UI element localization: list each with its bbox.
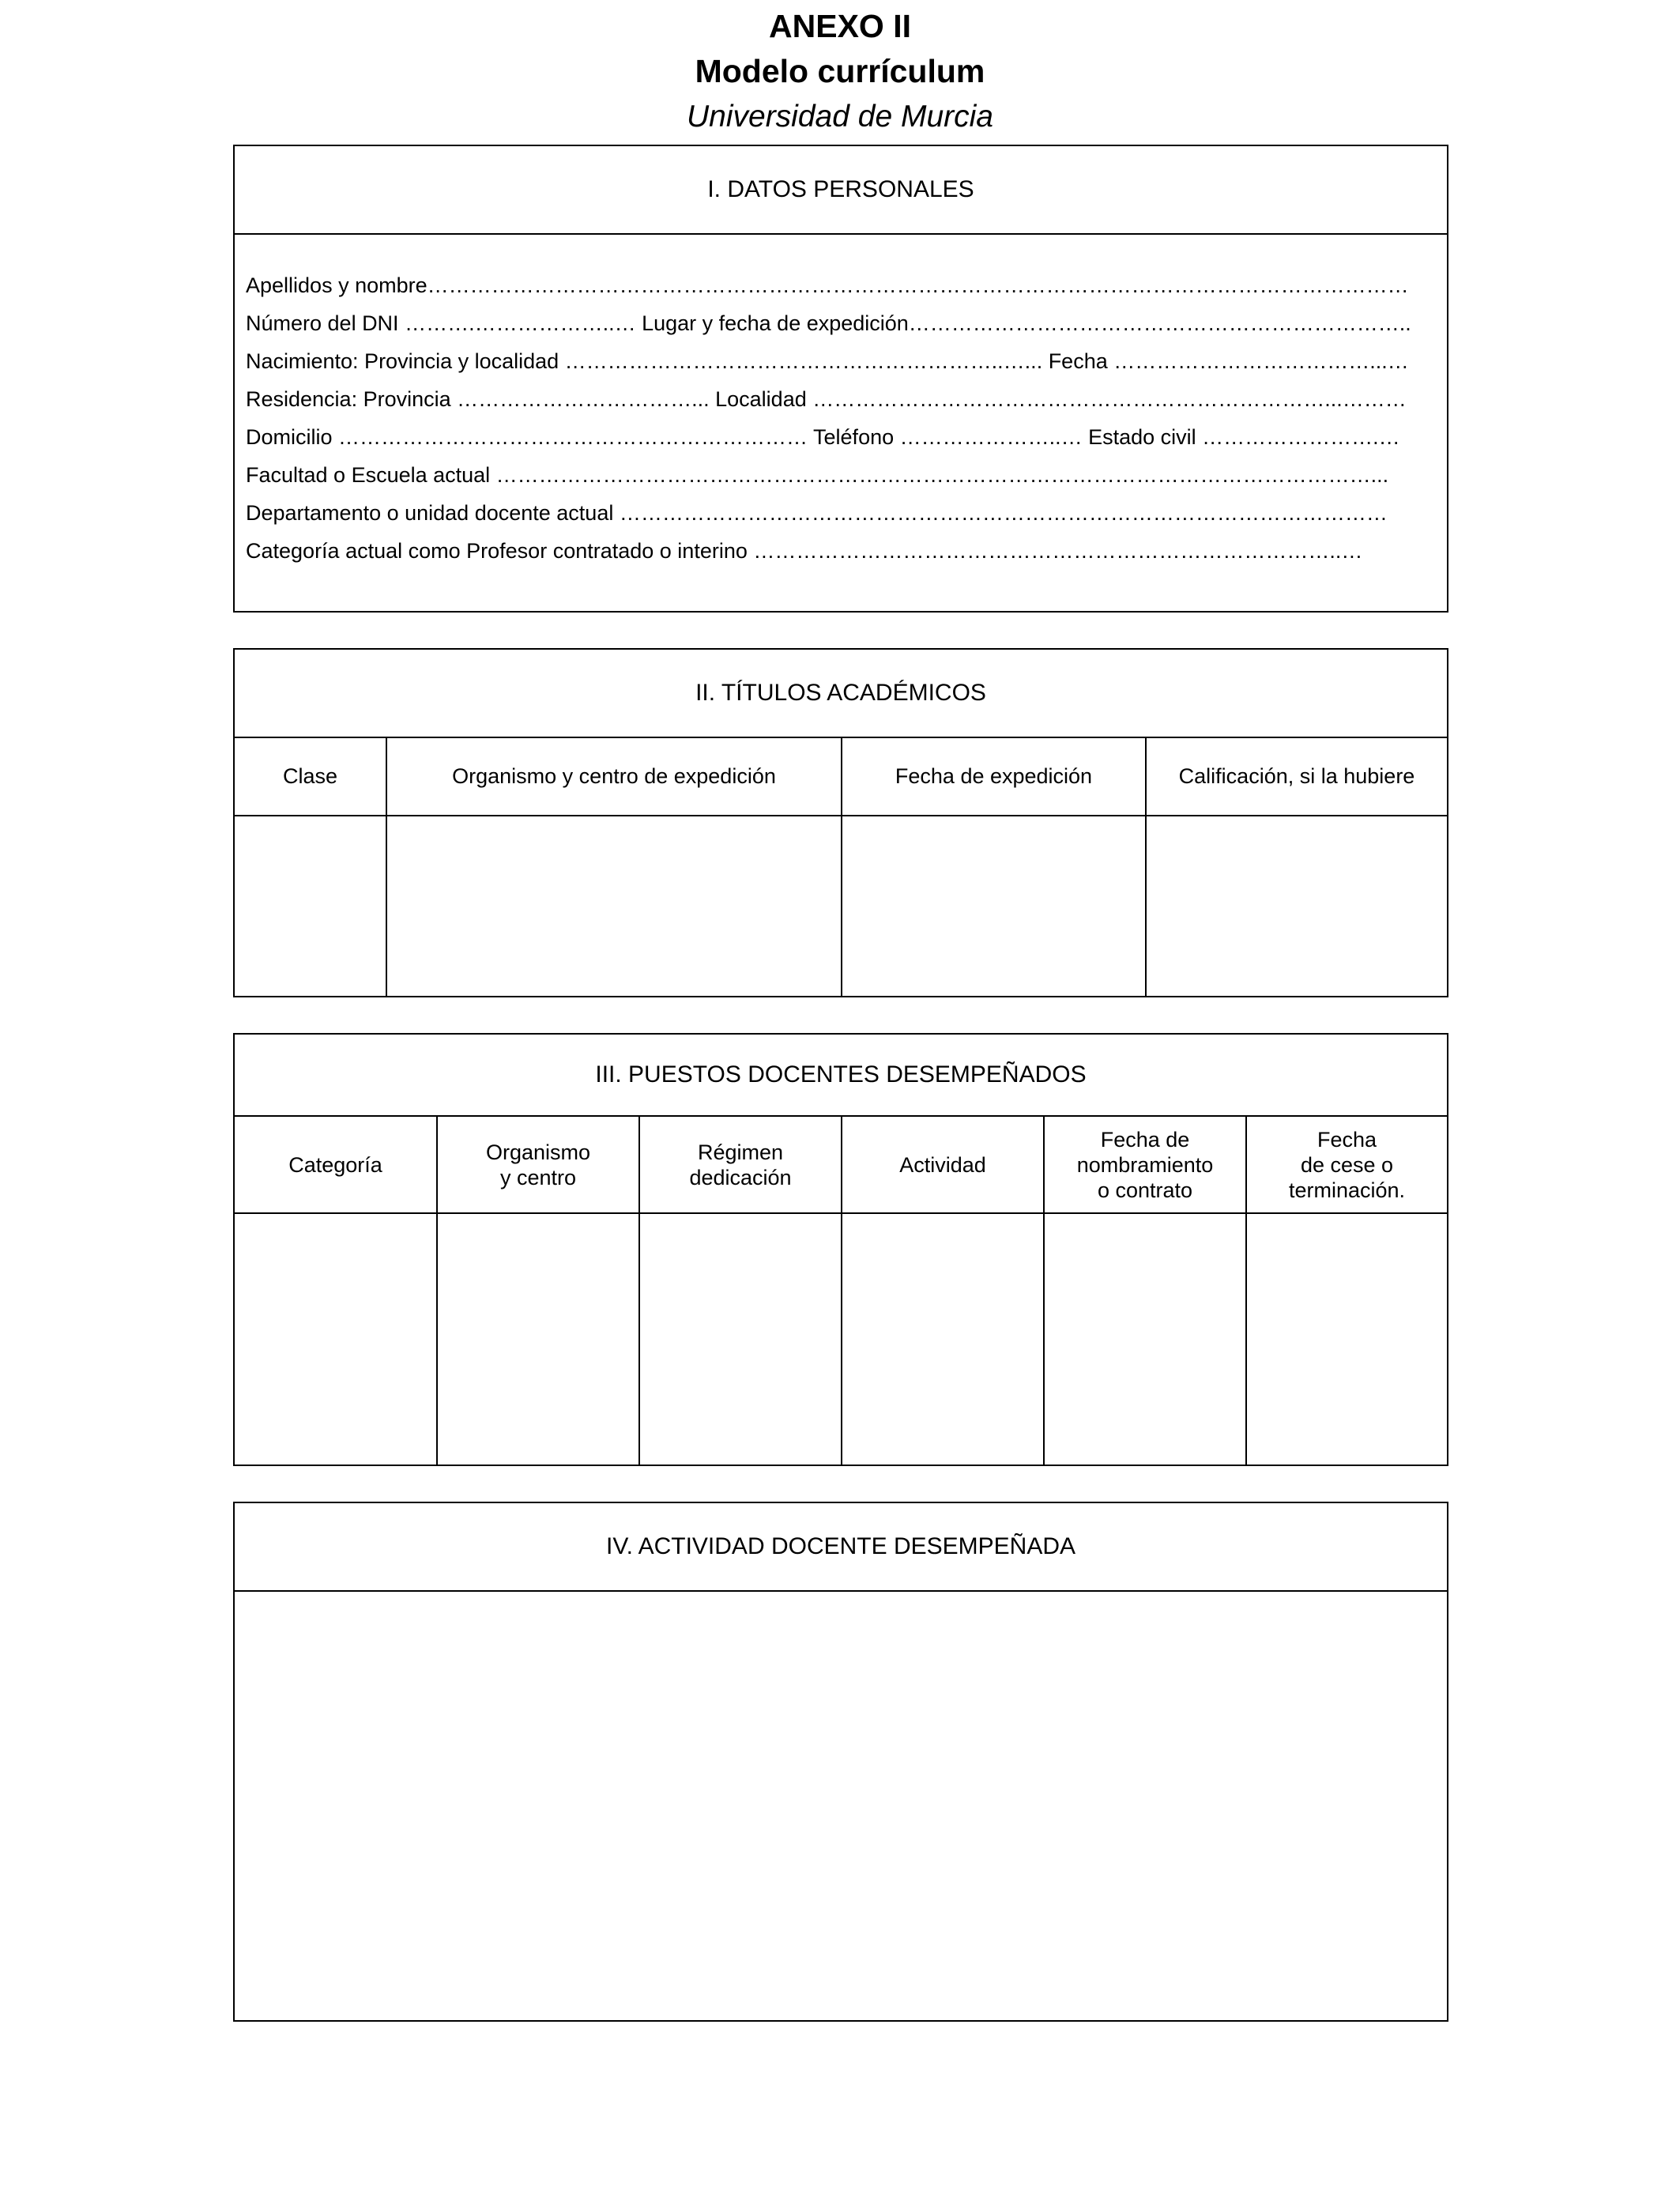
teaching-activity-title: IV. ACTIVIDAD DOCENTE DESEMPEÑADA: [235, 1503, 1447, 1592]
column-header: Fecha de nombramiento o contrato: [1044, 1117, 1246, 1213]
column-header: Clase: [235, 738, 386, 816]
field-address[interactable]: Domicilio ………………………………………………………… Teléfono …………………..… Estado civil …………………….…: [246, 425, 1400, 449]
personal-data-fields: [235, 235, 1447, 570]
table-header-row: [235, 1117, 1447, 1213]
personal-data-section: [233, 145, 1448, 613]
field-residence[interactable]: Residencia: Provincia ……………………………... Localidad ………………………………………………………………...………: [246, 387, 1407, 411]
column-header: Categoría: [235, 1117, 437, 1213]
table-row: [235, 1213, 1447, 1465]
institution-name: Universidad de Murcia: [686, 100, 993, 134]
column-header: Fecha de cese o terminación.: [1246, 1117, 1447, 1213]
column-header: Organismo y centro de expedición: [386, 738, 842, 816]
column-header: Calificación, si la hubiere: [1146, 738, 1447, 816]
column-header: Régimen dedicación: [639, 1117, 842, 1213]
teaching-activity-area[interactable]: [235, 1592, 1447, 2019]
teaching-positions-section: [233, 1033, 1448, 1466]
field-birth[interactable]: Nacimiento: Provincia y localidad ……………………………………………………..…... Fecha ………………………………...…: [246, 349, 1409, 373]
field-dni[interactable]: Número del DNI ……….………………..… Lugar y fecha de expedición……………………………………………………………..: [246, 311, 1411, 335]
teaching-positions-table: [235, 1117, 1447, 1465]
column-header: Organismo y centro: [437, 1117, 639, 1213]
teaching-positions-title: III. PUESTOS DOCENTES DESEMPEÑADOS: [235, 1035, 1447, 1117]
academic-titles-table: [235, 738, 1447, 996]
table-cell[interactable]: [235, 1213, 437, 1465]
document-title: Modelo currículum: [695, 53, 985, 89]
table-cell[interactable]: [842, 1213, 1044, 1465]
annex-heading: ANEXO II: [769, 8, 911, 44]
column-header: Fecha de expedición: [842, 738, 1146, 816]
table-cell[interactable]: [1146, 816, 1447, 996]
table-cell[interactable]: [386, 816, 842, 996]
field-faculty[interactable]: Facultad o Escuela actual ……………………………………………………………………………………………………………...: [246, 463, 1389, 487]
table-cell[interactable]: [639, 1213, 842, 1465]
academic-titles-title: II. TÍTULOS ACADÉMICOS: [235, 650, 1447, 738]
personal-data-title: I. DATOS PERSONALES: [235, 146, 1447, 235]
table-cell[interactable]: [235, 816, 386, 996]
field-name[interactable]: Apellidos y nombre…………………………………………………………………………………………………………………………: [246, 273, 1409, 297]
table-cell[interactable]: [1246, 1213, 1447, 1465]
column-header: Actividad: [842, 1117, 1044, 1213]
table-cell[interactable]: [842, 816, 1146, 996]
table-row: [235, 816, 1447, 996]
field-department[interactable]: Departamento o unidad docente actual ………………………………………………………………………………………………: [246, 501, 1388, 525]
table-cell[interactable]: [437, 1213, 639, 1465]
field-category[interactable]: Categoría actual como Profesor contratado o interino ………………………………………………………………………..…: [246, 539, 1363, 563]
table-header-row: [235, 738, 1447, 816]
teaching-activity-section: [233, 1502, 1448, 2022]
table-cell[interactable]: [1044, 1213, 1246, 1465]
academic-titles-section: [233, 648, 1448, 997]
